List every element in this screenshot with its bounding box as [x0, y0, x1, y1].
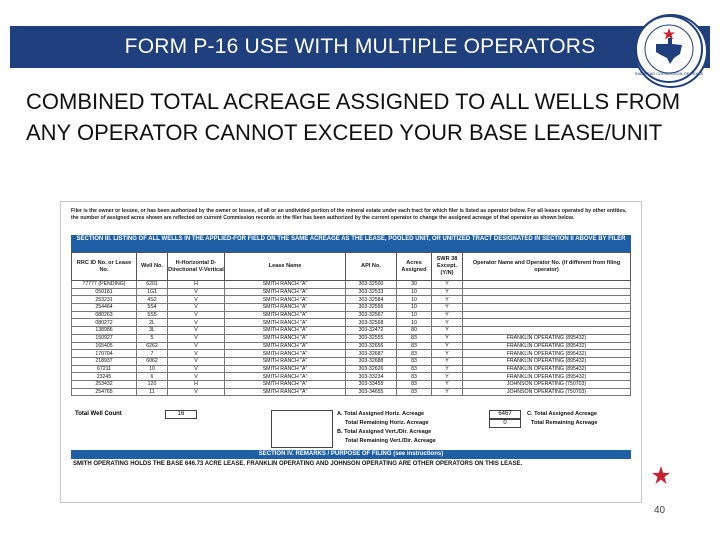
table-cell: FRANKLIN OPERATING (895432) [463, 350, 631, 358]
table-cell: 303-32556 [346, 304, 397, 312]
table-cell: V [168, 388, 225, 396]
table-cell: FRANKLIN OPERATING (895432) [463, 373, 631, 381]
table-cell: 6 [137, 373, 168, 381]
table-cell: 218937 [72, 357, 137, 365]
table-cell: FRANKLIN OPERATING (895432) [463, 357, 631, 365]
table-cell: V [168, 288, 225, 296]
table-cell: H [168, 380, 225, 388]
table-cell: 080272 [72, 319, 137, 327]
form-intro-text: Filer is the owner or lessee, or has been authorized by the owner or lessee, of all or an undivided portion of the mineral estate under each tract for which filer is listed as operator below. For all leases operated by other entities, the number of assigned acres shown are reflected on current Commission records or the filer has been authorized by the current operator to change the assigned acreage of that operator as shown below. [71, 208, 627, 221]
table-cell: SMITH RANCH "A" [225, 281, 346, 289]
table-cell: Y [432, 342, 463, 350]
table-cell: Y [432, 357, 463, 365]
table-row [72, 296, 631, 304]
table-cell: 10 [397, 296, 432, 304]
title-bar [10, 26, 710, 68]
table-cell: 050181 [72, 288, 137, 296]
table-cell: 254464 [72, 304, 137, 312]
table-cell: 303-32500 [346, 281, 397, 289]
table-cell: Y [432, 380, 463, 388]
table-cell: 165405 [72, 342, 137, 350]
table-cell: SMITH RANCH "A" [225, 296, 346, 304]
table-cell: 7 [137, 350, 168, 358]
table-cell: 83 [397, 334, 432, 342]
remarks-text: SMITH OPERATING HOLDS THE BASE 646.73 ACRE LEASE. FRANKLIN OPERATING AND JOHNSON OPERATING ARE OTHER OPERATORS ON THIS LEASE. [73, 461, 523, 467]
table-cell: SMITH RANCH "A" [225, 380, 346, 388]
col-api-no: API No. [346, 253, 397, 281]
table-cell: V [168, 296, 225, 304]
table-cell: 303-33455 [346, 380, 397, 388]
table-cell: Y [432, 388, 463, 396]
table-cell: Y [432, 311, 463, 319]
seal-emblem-icon [634, 14, 704, 84]
table-cell: SMITH RANCH "A" [225, 388, 346, 396]
table-cell: SMITH RANCH "A" [225, 334, 346, 342]
table-row [72, 319, 631, 327]
table-cell: FRANKLIN OPERATING (895432) [463, 342, 631, 350]
table-cell: V [168, 365, 225, 373]
table-row [72, 311, 631, 319]
total-remaining-vert-label: Total Remaining Vert./Dir. Acreage [345, 438, 436, 444]
table-cell: 303-34655 [346, 388, 397, 396]
section-iv-header: SECTION IV. REMARKS / PURPOSE OF FILING (see instructions) [71, 450, 631, 459]
table-cell: 83 [397, 342, 432, 350]
table-row [72, 334, 631, 342]
table-cell: V [168, 319, 225, 327]
col-well-type: H-Horizontal D-Directional V-Vertical [168, 253, 225, 281]
table-cell: JOHNSON OPERATING (750703) [463, 388, 631, 396]
table-cell: H [168, 281, 225, 289]
col-lease-name: Lease Name [225, 253, 346, 281]
table-cell: V [168, 373, 225, 381]
table-row [72, 281, 631, 289]
table-cell: 10 [397, 288, 432, 296]
table-cell: 303-32626 [346, 365, 397, 373]
table-cell: V [168, 327, 225, 335]
table-cell: 83 [397, 373, 432, 381]
page-number: 40 [654, 505, 666, 516]
table-cell: 67211 [72, 365, 137, 373]
table-cell: Y [432, 350, 463, 358]
table-cell: 11 [137, 388, 168, 396]
table-cell: 1G1 [137, 288, 168, 296]
table-cell: 83 [397, 380, 432, 388]
totals-section [71, 408, 631, 446]
table-cell [463, 304, 631, 312]
table-cell: V [168, 334, 225, 342]
table-cell: 150927 [72, 334, 137, 342]
total-assigned-horiz-label: A. Total Assigned Horiz. Acreage [337, 411, 425, 417]
table-cell: FRANKLIN OPERATING (895432) [463, 334, 631, 342]
table-cell: 303-32688 [346, 357, 397, 365]
table-cell: Y [432, 365, 463, 373]
table-cell: FRANKLIN OPERATING (895432) [463, 365, 631, 373]
table-cell [463, 281, 631, 289]
table-row [72, 350, 631, 358]
table-cell [463, 327, 631, 335]
table-header-row [72, 253, 631, 281]
table-cell: 77777 (PENDING) [72, 281, 137, 289]
table-cell: 303-32472 [346, 327, 397, 335]
table-row [72, 380, 631, 388]
table-cell: Y [432, 288, 463, 296]
table-cell: 10 [397, 311, 432, 319]
table-cell: Y [432, 281, 463, 289]
table-cell: V [168, 342, 225, 350]
table-cell: V [168, 311, 225, 319]
col-swr38: SWR 38 Except. (Y/N) [432, 253, 463, 281]
table-cell: SMITH RANCH "A" [225, 319, 346, 327]
table-cell: 10 [397, 304, 432, 312]
table-cell: 303-32584 [346, 296, 397, 304]
table-cell: Y [432, 304, 463, 312]
total-assigned-horiz-value: 6467 [489, 410, 521, 419]
table-cell: 303-32568 [346, 319, 397, 327]
p16-form-image [60, 201, 642, 503]
table-cell: SMITH RANCH "A" [225, 311, 346, 319]
table-cell: 303-33234 [346, 373, 397, 381]
table-cell: 80 [397, 327, 432, 335]
table-cell: 080263 [72, 311, 137, 319]
table-cell: 83 [397, 357, 432, 365]
table-cell: 4S2 [137, 296, 168, 304]
table-cell [463, 319, 631, 327]
table-cell: 10 [137, 365, 168, 373]
table-cell: Y [432, 334, 463, 342]
table-cell [463, 311, 631, 319]
col-rrc-id: RRC ID No. or Lease No. [72, 253, 137, 281]
table-cell: Y [432, 327, 463, 335]
table-cell: 303-32533 [346, 288, 397, 296]
table-cell: SMITH RANCH "A" [225, 304, 346, 312]
table-cell: V [168, 304, 225, 312]
table-cell: 253432 [72, 380, 137, 388]
table-cell: Y [432, 319, 463, 327]
table-cell: SMITH RANCH "A" [225, 342, 346, 350]
table-cell: 10 [397, 319, 432, 327]
table-row [72, 304, 631, 312]
table-row [72, 373, 631, 381]
total-assigned-vert-label: B. Total Assigned Vert./Dir. Acreage [337, 429, 432, 435]
blank-box [271, 410, 333, 448]
table-cell: Y [432, 296, 463, 304]
table-cell: 6062 [137, 357, 168, 365]
total-remaining-horiz-value: 0 [489, 419, 521, 428]
table-cell: 83 [397, 365, 432, 373]
table-cell: 2L [137, 319, 168, 327]
col-well-no: Well No. [137, 253, 168, 281]
table-cell: 5 [137, 334, 168, 342]
table-cell: SMITH RANCH "A" [225, 350, 346, 358]
star-icon [652, 466, 670, 484]
table-cell: 3L [137, 327, 168, 335]
table-cell: SMITH RANCH "A" [225, 373, 346, 381]
table-cell: 120 [137, 380, 168, 388]
table-cell: 83 [397, 350, 432, 358]
table-cell [463, 288, 631, 296]
table-row [72, 388, 631, 396]
table-cell: 30 [397, 281, 432, 289]
table-cell: JOHNSON OPERATING (750703) [463, 380, 631, 388]
table-cell [463, 296, 631, 304]
table-cell: 138986 [72, 327, 137, 335]
slide-body-text: COMBINED TOTAL ACREAGE ASSIGNED TO ALL WELLS FROM ANY OPERATOR CANNOT EXCEED YOUR BASE LEASE/UNIT [26, 89, 681, 145]
seal-text: RAILROAD COMMISSION OF TEXAS [634, 71, 704, 76]
col-operator: Operator Name and Operator No. (if different from filing operator) [463, 253, 631, 281]
table-row [72, 357, 631, 365]
table-cell: 303-32555 [346, 334, 397, 342]
table-cell: V [168, 350, 225, 358]
col-acres: Acres Assigned [397, 253, 432, 281]
table-cell: SMITH RANCH "A" [225, 288, 346, 296]
table-cell: 5S5 [137, 311, 168, 319]
table-cell: SMITH RANCH "A" [225, 365, 346, 373]
total-remaining-horiz-label: Total Remaining Horiz. Acreage [345, 420, 429, 426]
table-cell: 23245 [72, 373, 137, 381]
table-cell: 253231 [72, 296, 137, 304]
table-cell: SMITH RANCH "A" [225, 327, 346, 335]
total-remaining-acreage-label: Total Remaining Acreage [531, 420, 598, 426]
rrc-seal-logo [634, 14, 708, 88]
table-cell: 5S4 [137, 304, 168, 312]
table-cell: 303-32687 [346, 350, 397, 358]
table-cell: 170704 [72, 350, 137, 358]
total-well-count-value: 16 [165, 410, 197, 419]
table-cell: 303-32567 [346, 311, 397, 319]
table-row [72, 342, 631, 350]
table-cell: 254765 [72, 388, 137, 396]
section-iii-header: SECTION III. LISTING OF ALL WELLS IN THE APPLIED-FOR FIELD ON THE SAME ACREAGE AS THE LEASE, POOLED UNIT, OR UNITIZED TRACT DESIGNATED IN SECTION II ABOVE BY FILER [71, 235, 631, 252]
total-well-count-label: Total Well Count [75, 411, 122, 417]
wells-table-body [72, 281, 631, 396]
total-assigned-acreage-label: C. Total Assigned Acreage [527, 411, 598, 417]
table-cell: Y [432, 373, 463, 381]
table-cell: SMITH RANCH "A" [225, 357, 346, 365]
table-cell: V [168, 357, 225, 365]
table-row [72, 365, 631, 373]
table-row [72, 288, 631, 296]
table-cell: 83 [397, 388, 432, 396]
wells-table [71, 252, 631, 396]
table-cell: 6201 [137, 281, 168, 289]
table-cell: 303-32656 [346, 342, 397, 350]
table-cell: 6262 [137, 342, 168, 350]
slide-title: FORM P-16 USE WITH MULTIPLE OPERATORS [124, 35, 596, 58]
table-row [72, 327, 631, 335]
